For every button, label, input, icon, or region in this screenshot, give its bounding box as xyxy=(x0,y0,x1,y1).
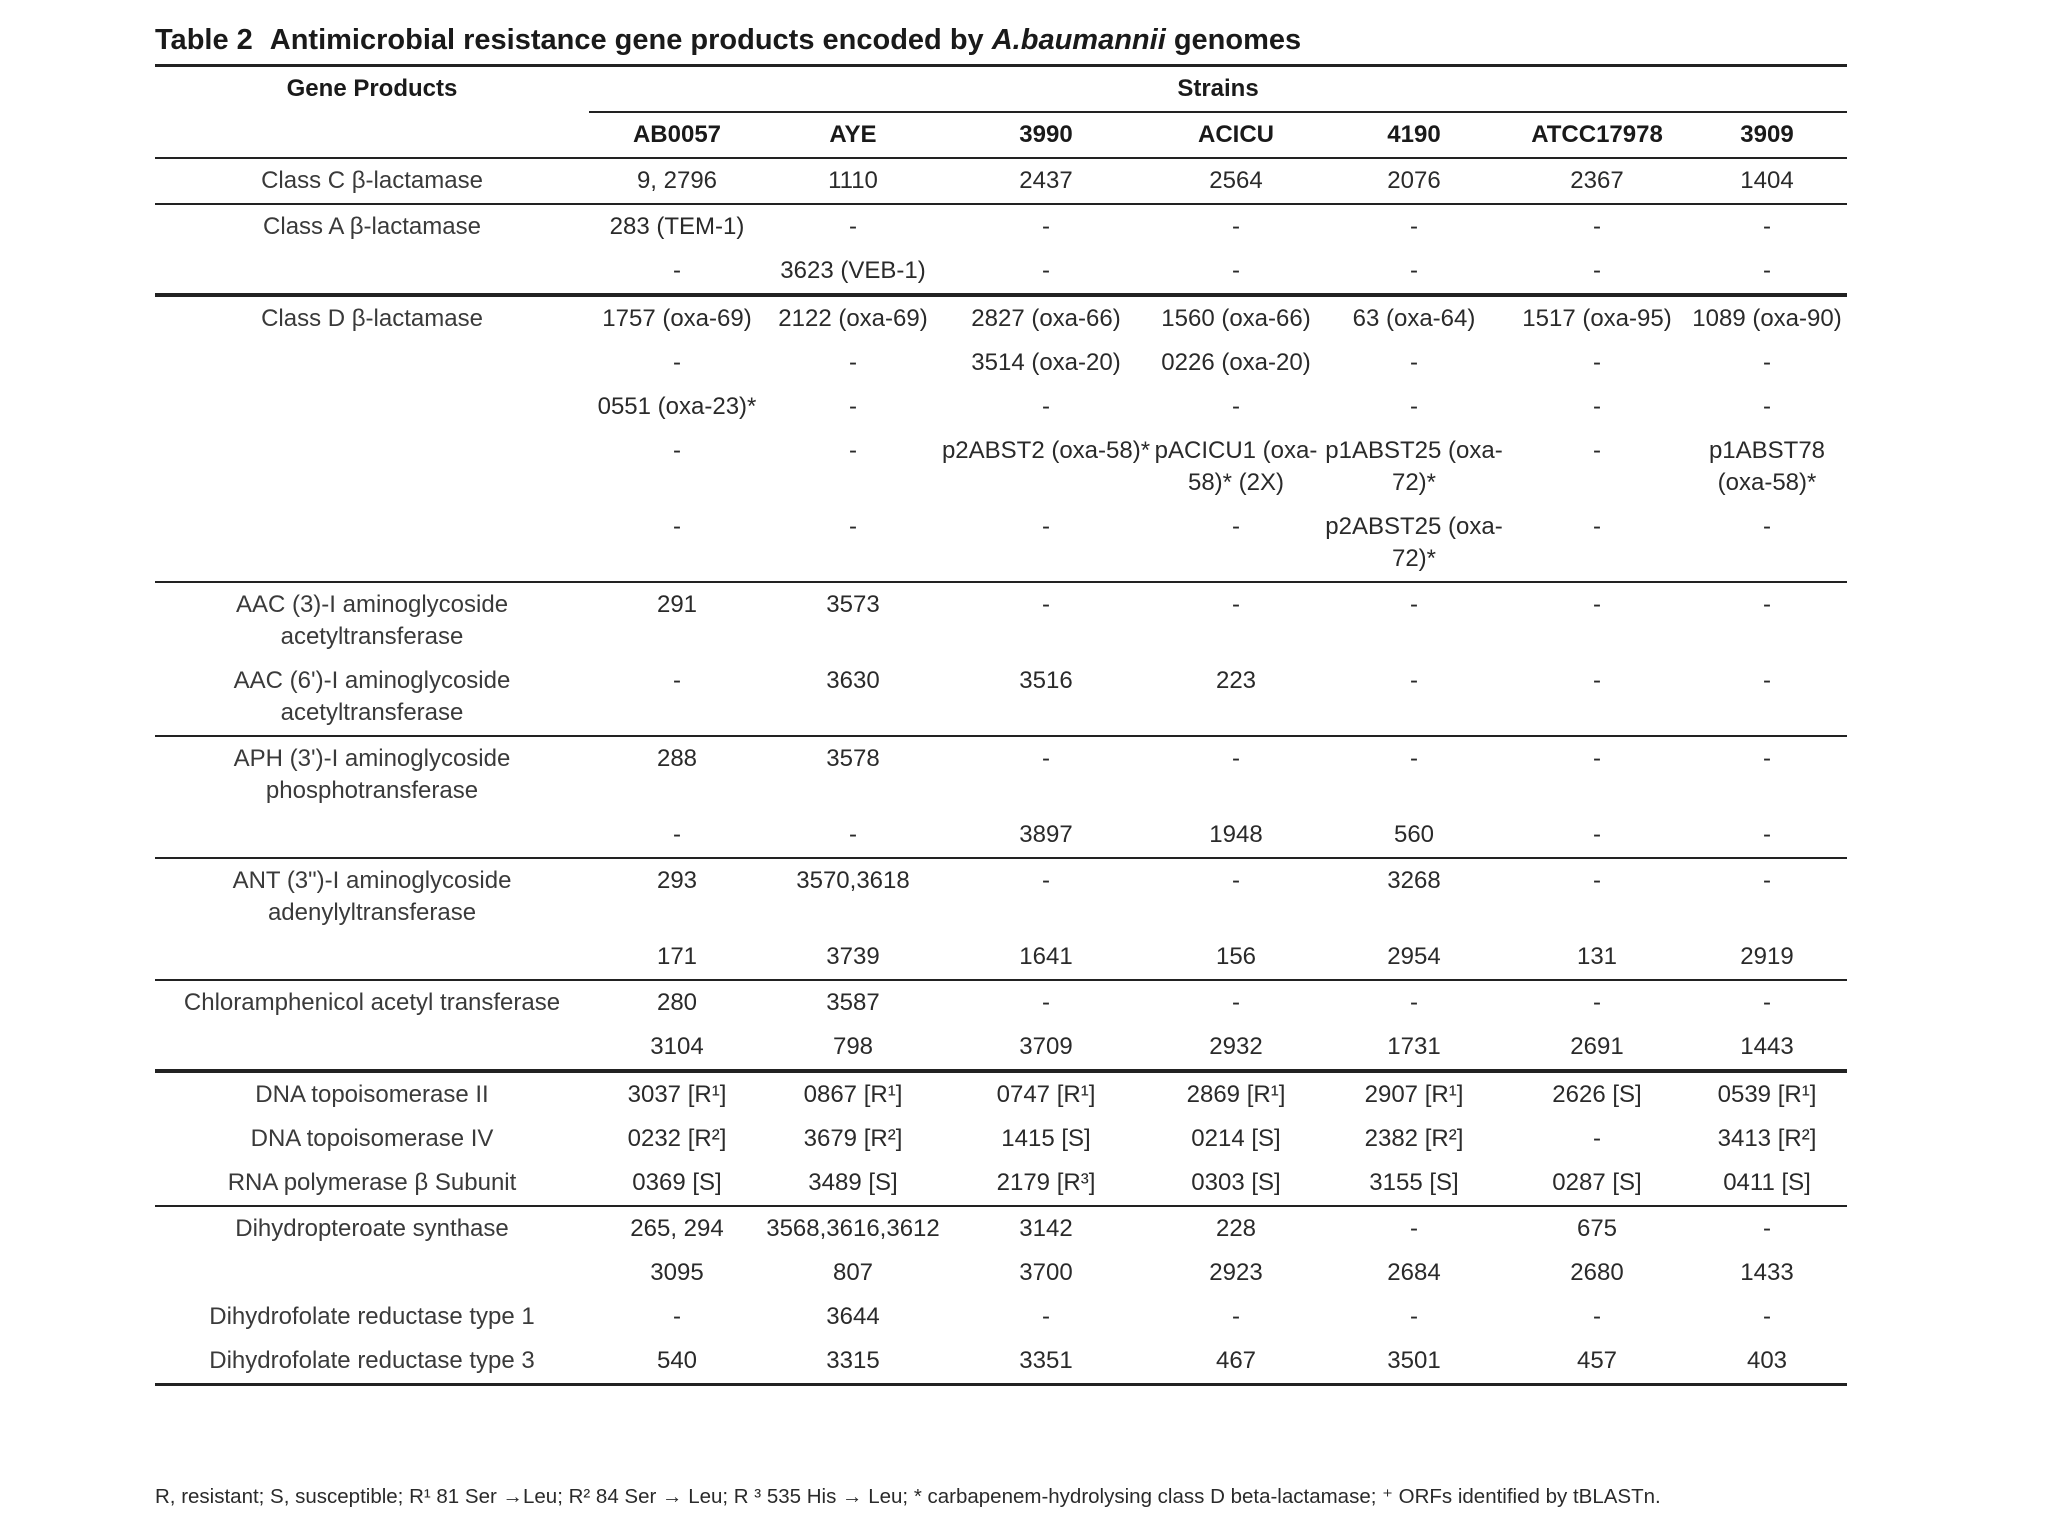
strain-value-cell: - xyxy=(1507,582,1687,659)
strain-value-cell: - xyxy=(1151,736,1321,813)
table-title-suffix: genomes xyxy=(1173,24,1302,56)
strain-value-cell: 2626 [S] xyxy=(1507,1071,1687,1117)
strain-value-cell: 63 (oxa-64) xyxy=(1321,295,1507,341)
strain-value-cell: - xyxy=(1763,257,1771,284)
strain-value-cell: 131 xyxy=(1576,943,1618,970)
strain-value-cell: 3570,3618 xyxy=(765,858,941,935)
strain-value-cell: 3739 xyxy=(826,943,880,970)
table-row xyxy=(155,659,1847,736)
strain-value-cell: 0232 [R²] xyxy=(627,1125,727,1152)
strain-value-cell: - xyxy=(1687,204,1847,249)
table-row xyxy=(155,858,1847,935)
strain-value-cell: 2869 [R¹] xyxy=(1151,1071,1321,1117)
strain-value-cell: 2907 [R¹] xyxy=(1321,1071,1507,1117)
strain-value-cell: 3573 xyxy=(765,582,941,659)
strain-value-cell: - xyxy=(849,437,857,464)
table-row xyxy=(155,249,1847,295)
header-strain-acicu: ACICU xyxy=(1151,112,1321,158)
strain-value-cell: - xyxy=(1151,980,1321,1025)
strain-value-cell: 1443 xyxy=(1740,1033,1794,1060)
strain-value-cell: - xyxy=(673,349,681,376)
strain-value-cell: - xyxy=(1687,858,1847,935)
strain-value-cell: 2954 xyxy=(1387,943,1441,970)
strain-value-cell: 2919 xyxy=(1740,943,1794,970)
strain-value-cell: - xyxy=(673,1303,681,1330)
strain-value-cell: 1433 xyxy=(1740,1259,1794,1286)
table-row xyxy=(155,582,1847,659)
table-row xyxy=(155,980,1847,1025)
gene-product-cell xyxy=(155,249,589,295)
strain-value-cell: 1517 (oxa-95) xyxy=(1507,295,1687,341)
table-row xyxy=(155,935,1847,980)
table-row xyxy=(155,813,1847,858)
strain-value-cell: 3578 xyxy=(765,736,941,813)
strain-value-cell: 0303 [S] xyxy=(1191,1169,1281,1196)
header-strain-atcc17978: ATCC17978 xyxy=(1507,112,1687,158)
strain-value-cell: 2691 xyxy=(1570,1033,1624,1060)
strain-value-cell: - xyxy=(941,204,1151,249)
table-row xyxy=(155,1161,1847,1206)
strain-value-cell: 171 xyxy=(656,943,698,970)
table-row xyxy=(155,505,1847,582)
strain-value-cell: - xyxy=(1507,858,1687,935)
strain-value-cell: 3897 xyxy=(1019,821,1073,848)
strain-value-cell: - xyxy=(1232,257,1240,284)
strain-value-cell: - xyxy=(673,667,681,694)
strain-value-cell: - xyxy=(849,513,857,540)
strain-value-cell: - xyxy=(1410,349,1418,376)
strain-value-cell: 3587 xyxy=(765,980,941,1025)
strain-value-cell: - xyxy=(1763,821,1771,848)
resistance-gene-table xyxy=(155,64,1847,1386)
strain-value-cell: - xyxy=(1763,667,1771,694)
strain-value-cell: 3568,3616,3612 xyxy=(765,1206,941,1251)
strain-value-cell: 467 xyxy=(1151,1339,1321,1385)
strain-value-cell: 9, 2796 xyxy=(589,158,765,204)
header-gene-products: Gene Products xyxy=(155,66,589,159)
strain-value-cell: - xyxy=(1410,1303,1418,1330)
gene-product-cell: DNA topoisomerase IV xyxy=(250,1125,494,1152)
strain-value-cell: 2564 xyxy=(1151,158,1321,204)
gene-product-cell: DNA topoisomerase II xyxy=(155,1071,589,1117)
strain-value-cell: 3501 xyxy=(1321,1339,1507,1385)
table-row xyxy=(155,341,1847,385)
table-title-text: Antimicrobial resistance gene products encoded by xyxy=(269,24,984,56)
gene-product-cell xyxy=(155,1025,589,1071)
strain-value-cell: - xyxy=(1507,980,1687,1025)
strain-value-cell: 3037 [R¹] xyxy=(589,1071,765,1117)
strain-value-cell: 2827 (oxa-66) xyxy=(941,295,1151,341)
strain-value-cell: 2122 (oxa-69) xyxy=(765,295,941,341)
strain-value-cell: - xyxy=(1410,393,1418,420)
strain-value-cell: p1ABST25 (oxa-72)* xyxy=(1325,437,1503,496)
table-row xyxy=(155,736,1847,813)
strain-value-cell: - xyxy=(1687,980,1847,1025)
strain-value-cell: - xyxy=(1593,513,1601,540)
strain-value-cell: - xyxy=(1763,1303,1771,1330)
table-row xyxy=(155,158,1847,204)
strain-value-cell: 288 xyxy=(589,736,765,813)
table-row xyxy=(155,385,1847,429)
table-body xyxy=(155,158,1847,1385)
strain-value-cell: - xyxy=(1410,667,1418,694)
gene-product-cell: Class A β-lactamase xyxy=(155,204,589,249)
gene-product-cell xyxy=(155,385,589,429)
table-row xyxy=(155,1251,1847,1295)
header-strain-aye: AYE xyxy=(765,112,941,158)
strain-value-cell: - xyxy=(1507,736,1687,813)
strain-value-cell: 3104 xyxy=(650,1033,704,1060)
strain-value-cell: - xyxy=(1151,204,1321,249)
gene-product-cell xyxy=(155,429,589,505)
strain-value-cell: 283 (TEM-1) xyxy=(589,204,765,249)
strain-value-cell: 2076 xyxy=(1321,158,1507,204)
gene-product-cell: Dihydrofolate reductase type 3 xyxy=(155,1339,589,1385)
gene-product-cell xyxy=(155,813,589,858)
strain-value-cell: 0747 [R¹] xyxy=(941,1071,1151,1117)
strain-value-cell: 540 xyxy=(589,1339,765,1385)
gene-product-cell: Class D β-lactamase xyxy=(155,295,589,341)
strain-value-cell: - xyxy=(673,513,681,540)
strain-value-cell: 293 xyxy=(589,858,765,935)
header-strain-3990: 3990 xyxy=(941,112,1151,158)
header-strain-ab0057: AB0057 xyxy=(589,112,765,158)
strain-value-cell: 1641 xyxy=(1019,943,1073,970)
strain-value-cell: 0287 [S] xyxy=(1552,1169,1642,1196)
strain-value-cell: - xyxy=(1763,349,1771,376)
strain-value-cell: 3700 xyxy=(1019,1259,1073,1286)
table-number: Table 2 xyxy=(155,24,253,56)
strain-value-cell: - xyxy=(1507,204,1687,249)
strain-value-cell: 798 xyxy=(832,1033,874,1060)
table-row xyxy=(155,1339,1847,1385)
strain-value-cell: - xyxy=(673,437,681,464)
strain-value-cell: - xyxy=(1593,1303,1601,1330)
strain-value-cell: - xyxy=(1593,821,1601,848)
strain-value-cell: 3679 [R²] xyxy=(803,1125,903,1152)
strain-value-cell: - xyxy=(941,980,1151,1025)
strain-value-cell: - xyxy=(1410,257,1418,284)
strain-value-cell: 1757 (oxa-69) xyxy=(589,295,765,341)
strain-value-cell: - xyxy=(1687,736,1847,813)
strain-value-cell: 2684 xyxy=(1387,1259,1441,1286)
strain-value-cell: - xyxy=(849,821,857,848)
strain-value-cell: - xyxy=(941,736,1151,813)
strain-value-cell: 0539 [R¹] xyxy=(1687,1071,1847,1117)
strain-value-cell: 3268 xyxy=(1321,858,1507,935)
strain-value-cell: p2ABST2 (oxa-58)* xyxy=(941,437,1151,464)
table-row xyxy=(155,1206,1847,1251)
strain-value-cell: 223 xyxy=(1215,667,1257,694)
table-row xyxy=(155,1025,1847,1071)
strain-value-cell: - xyxy=(1593,1125,1601,1152)
strain-value-cell: - xyxy=(1151,858,1321,935)
strain-value-cell: - xyxy=(1593,437,1601,464)
strain-value-cell: 1089 (oxa-90) xyxy=(1687,295,1847,341)
strain-value-cell: 1110 xyxy=(765,158,941,204)
strain-value-cell: 2680 xyxy=(1570,1259,1624,1286)
gene-product-cell: AAC (6')-I aminoglycoside acetyltransferase xyxy=(233,667,511,726)
gene-product-cell: Class C β-lactamase xyxy=(155,158,589,204)
strain-value-cell: 2367 xyxy=(1507,158,1687,204)
strain-value-cell: - xyxy=(1042,257,1050,284)
strain-value-cell: 2923 xyxy=(1209,1259,1263,1286)
table-row xyxy=(155,1295,1847,1339)
strain-value-cell: 0411 [S] xyxy=(1723,1169,1811,1196)
strain-value-cell: - xyxy=(1321,980,1507,1025)
strain-value-cell: 675 xyxy=(1507,1206,1687,1251)
strain-value-cell: - xyxy=(1321,204,1507,249)
strain-value-cell: - xyxy=(1687,1206,1847,1251)
strain-value-cell: - xyxy=(673,257,681,284)
gene-product-cell xyxy=(155,1251,589,1295)
strain-value-cell: 0214 [S] xyxy=(1191,1125,1281,1152)
strain-value-cell: - xyxy=(1593,393,1601,420)
header-row-top xyxy=(155,66,1847,113)
strain-value-cell: 280 xyxy=(589,980,765,1025)
strain-value-cell: - xyxy=(849,393,857,420)
strain-value-cell: - xyxy=(1042,393,1050,420)
strain-value-cell: 2932 xyxy=(1209,1033,1263,1060)
strain-value-cell: - xyxy=(1042,1303,1050,1330)
table-row xyxy=(155,1117,1847,1161)
strain-value-cell: 3351 xyxy=(941,1339,1151,1385)
strain-value-cell: - xyxy=(1687,582,1847,659)
gene-product-cell xyxy=(155,505,589,582)
header-strains: Strains xyxy=(589,66,1847,113)
strain-value-cell: 3630 xyxy=(826,667,880,694)
strain-value-cell: - xyxy=(941,858,1151,935)
strain-value-cell: pACICU1 (oxa-58)* (2X) xyxy=(1154,437,1318,496)
gene-product-cell xyxy=(155,935,589,980)
strain-value-cell: 1948 xyxy=(1209,821,1263,848)
strain-value-cell: 0369 [S] xyxy=(632,1169,722,1196)
strain-value-cell: - xyxy=(1151,582,1321,659)
strain-value-cell: 228 xyxy=(1151,1206,1321,1251)
strain-value-cell: 0226 (oxa-20) xyxy=(1161,349,1311,376)
organism-name: A.baumannii xyxy=(991,24,1166,56)
strain-value-cell: 2179 [R³] xyxy=(996,1169,1096,1196)
strain-value-cell: 3413 [R²] xyxy=(1717,1125,1817,1152)
strain-value-cell: 265, 294 xyxy=(589,1206,765,1251)
strain-value-cell: - xyxy=(673,821,681,848)
gene-product-cell: ANT (3")-I aminoglycoside adenylyltransferase xyxy=(155,858,589,935)
strain-value-cell: 291 xyxy=(589,582,765,659)
strain-value-cell: 3142 xyxy=(941,1206,1151,1251)
strain-value-cell: 2382 [R²] xyxy=(1364,1125,1464,1152)
strain-value-cell: - xyxy=(1232,393,1240,420)
strain-value-cell: 1560 (oxa-66) xyxy=(1151,295,1321,341)
table-row xyxy=(155,204,1847,249)
strain-value-cell: 3623 (VEB-1) xyxy=(780,257,926,284)
gene-product-cell: AAC (3)-I aminoglycoside acetyltransferase xyxy=(155,582,589,659)
strain-value-cell: 3514 (oxa-20) xyxy=(971,349,1121,376)
strain-value-cell: 3709 xyxy=(1019,1033,1073,1060)
strain-value-cell: - xyxy=(1321,1206,1507,1251)
strain-value-cell: p1ABST78 (oxa-58)* xyxy=(1708,437,1826,496)
strain-value-cell: 0867 [R¹] xyxy=(765,1071,941,1117)
header-strain-4190: 4190 xyxy=(1321,112,1507,158)
strain-value-cell: 807 xyxy=(832,1259,874,1286)
strain-value-cell: - xyxy=(1232,1303,1240,1330)
strain-value-cell: 3489 [S] xyxy=(808,1169,898,1196)
gene-product-cell: Dihydrofolate reductase type 1 xyxy=(209,1303,535,1330)
table-row xyxy=(155,295,1847,341)
strain-value-cell: p2ABST25 (oxa-72)* xyxy=(1325,513,1503,572)
strain-value-cell: 3644 xyxy=(826,1303,880,1330)
strain-value-cell: 403 xyxy=(1687,1339,1847,1385)
strain-value-cell: - xyxy=(1593,667,1601,694)
strain-value-cell: 3315 xyxy=(765,1339,941,1385)
strain-value-cell: - xyxy=(1763,393,1771,420)
table-title xyxy=(155,24,1301,57)
strain-value-cell: - xyxy=(849,349,857,376)
strain-value-cell: 1731 xyxy=(1387,1033,1441,1060)
strain-value-cell: 1415 [S] xyxy=(1001,1125,1091,1152)
gene-product-cell: APH (3')-I aminoglycoside phosphotransferase xyxy=(155,736,589,813)
strain-value-cell: - xyxy=(1593,349,1601,376)
gene-product-cell: Chloramphenicol acetyl transferase xyxy=(155,980,589,1025)
strain-value-cell: 1404 xyxy=(1687,158,1847,204)
strain-value-cell: - xyxy=(1042,513,1050,540)
strain-value-cell: - xyxy=(941,582,1151,659)
strain-value-cell: - xyxy=(1763,513,1771,540)
header-strain-3909: 3909 xyxy=(1687,112,1847,158)
gene-product-cell: Dihydropteroate synthase xyxy=(155,1206,589,1251)
strain-value-cell: 560 xyxy=(1393,821,1435,848)
strain-value-cell: - xyxy=(1232,513,1240,540)
strain-value-cell: 457 xyxy=(1507,1339,1687,1385)
strain-value-cell: 3516 xyxy=(1019,667,1073,694)
table-row xyxy=(155,1071,1847,1117)
strain-value-cell: 2437 xyxy=(941,158,1151,204)
strain-value-cell: 3155 [S] xyxy=(1369,1169,1459,1196)
strain-value-cell: 3095 xyxy=(650,1259,704,1286)
strain-value-cell: - xyxy=(1321,736,1507,813)
table-footnote: R, resistant; S, susceptible; R¹ 81 Ser →Leu; R² 84 Ser → Leu; R ³ 535 His → Leu; * carbapenem-hydrolysing class D beta-lactamase; ⁺ ORFs identified by tBLASTn. xyxy=(155,1485,1661,1508)
gene-product-cell xyxy=(155,341,589,385)
strain-value-cell: 156 xyxy=(1215,943,1257,970)
table-row xyxy=(155,429,1847,505)
strain-value-cell: - xyxy=(1321,582,1507,659)
strain-value-cell: - xyxy=(765,204,941,249)
strain-value-cell: 0551 (oxa-23)* xyxy=(597,393,757,420)
gene-product-cell: RNA polymerase β Subunit xyxy=(227,1169,517,1196)
strain-value-cell: - xyxy=(1593,257,1601,284)
